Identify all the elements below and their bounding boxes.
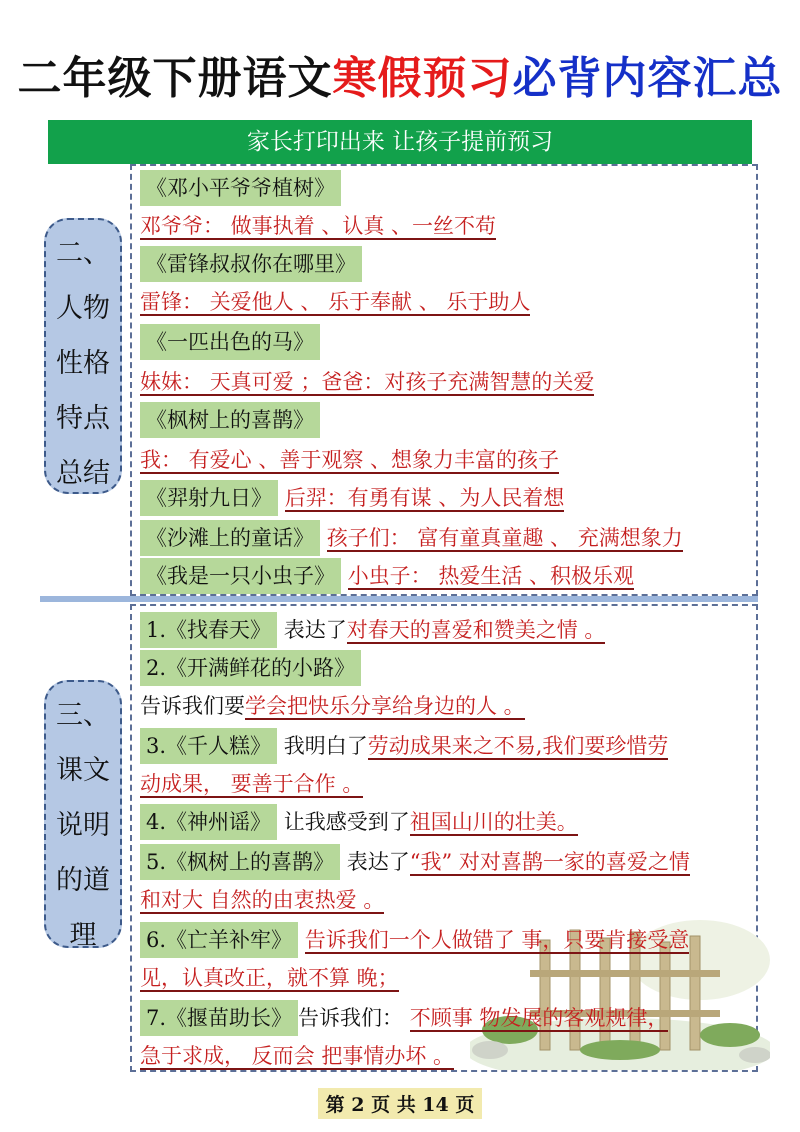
page-number: 第 2 页 共 14 页 [318,1088,483,1119]
plain-text: 告诉我们： [298,1006,404,1030]
lesson-inline-row [140,558,634,594]
page-footer [0,1088,800,1119]
character-trait-text: 妹妹： 天真可爱 ；爸爸：对孩子充满智慧的关爱 [140,370,595,394]
lesson-meaning-row [140,612,605,648]
label-line: 性格 [56,348,110,379]
label-line: 二、 [56,238,110,269]
meaning-text: 见，认真改正，就不算 晚； [140,966,399,990]
lesson-tag: 7.《揠苗助长》 [140,1000,298,1036]
label-line: 总结 [56,458,110,489]
lesson-tag: 1.《找春天》 [140,612,277,648]
lesson-meaning-row [140,960,399,996]
lesson-title-row [140,402,320,438]
meaning-text: 学会把快乐分享给身边的人 。 [245,694,525,718]
meaning-text: 对春天的喜爱和赞美之情 。 [346,618,606,642]
character-trait-text: 孩子们： 富有童真童趣 、 充满想象力 [326,526,683,550]
title-part-summary: 必背内容汇总 [512,53,783,104]
lesson-meaning-row [140,844,690,880]
lesson-tag: 《羿射九日》 [140,480,278,516]
character-trait-text: 我： 有爱心 、善于观察 、想象力丰富的孩子 [140,448,560,472]
label-line: 课文 [56,755,110,786]
character-trait-text: 雷锋： 关爱他人 、 乐于奉献 、 乐于助人 [140,290,531,314]
meaning-text: 动成果， 要善于合作 。 [140,772,364,796]
lesson-inline-row [140,480,564,516]
character-trait-row [140,284,530,320]
lesson-tag: 6.《亡羊补牢》 [140,922,298,958]
lesson-meaning-row [140,728,668,764]
lesson-tag: 《枫树上的喜鹊》 [140,402,320,438]
meaning-text: 告诉我们一个人做错了 事，只要肯接受意 [304,928,690,952]
lesson-meaning-row [140,766,363,802]
label-line: 说明 [56,810,110,841]
lesson-inline-row [140,520,683,556]
lesson-meaning-row [140,650,361,686]
lesson-tag: 《一匹出色的马》 [140,324,320,360]
meaning-text: 急于求成， 反而会 把事情办坏 。 [140,1044,455,1068]
section-two-label [44,218,122,494]
lesson-meaning-row [140,804,578,840]
label-line: 特点 [56,403,110,434]
character-trait-text: 小虫子： 热爱生活 、积极乐观 [347,564,635,588]
lesson-meaning-row [140,882,384,918]
page-title [0,42,800,106]
character-trait-row [140,364,594,400]
lesson-tag: 《我是一只小虫子》 [140,558,341,594]
lesson-title-row [140,170,341,206]
plain-text: 我明白了 [277,734,368,758]
label-line: 人物 [56,293,110,324]
meaning-text: 祖国山川的壮美。 [409,810,578,834]
lesson-tag: 《雷锋叔叔你在哪里》 [140,246,362,282]
lesson-tag: 《邓小平爷爷植树》 [140,170,341,206]
lesson-meaning-row [140,1038,454,1074]
plain-text: 告诉我们要 [140,694,245,718]
lesson-tag: 2.《开满鲜花的小路》 [140,650,361,686]
meaning-text: 劳动成果来之不易,我们要珍惜劳 [367,734,669,758]
label-line: 三、 [56,700,110,731]
plain-text: 表达了 [283,618,347,642]
character-trait-text: 邓爷爷： 做事执着 、认真 、一丝不苟 [140,214,497,238]
lesson-tag: 4.《神州谣》 [140,804,277,840]
title-part-grade: 二年级下册语文 [17,53,333,104]
lesson-meaning-row [140,688,525,724]
lesson-tag: 3.《千人糕》 [140,728,277,764]
lesson-meaning-row [140,1000,668,1036]
label-line: 理 [69,920,97,951]
lesson-meaning-row [140,922,689,958]
lesson-tag: 5.《枫树上的喜鹊》 [140,844,340,880]
character-trait-row [140,208,496,244]
label-line: 的道 [56,865,110,896]
meaning-text: “我” 对对喜鹊一家的喜爱之情 [409,850,690,874]
title-part-preview: 寒假预习 [332,53,513,104]
lesson-tag: 《沙滩上的童话》 [140,520,320,556]
meaning-text: 和对大 自然的由衷热爱 。 [140,888,385,912]
section-divider [40,596,758,602]
character-trait-row [140,442,559,478]
character-trait-text: 后羿：有勇有谋 、为人民着想 [284,486,565,510]
plain-text: 表达了 [346,850,410,874]
meaning-text: 不顾事 物发展的客观规律， [409,1006,669,1030]
lesson-title-row [140,324,320,360]
green-banner: 家长打印出来 让孩子提前预习 [48,120,752,164]
plain-text: 让我感受到了 [283,810,410,834]
lesson-title-row [140,246,362,282]
section-three-label [44,680,122,951]
